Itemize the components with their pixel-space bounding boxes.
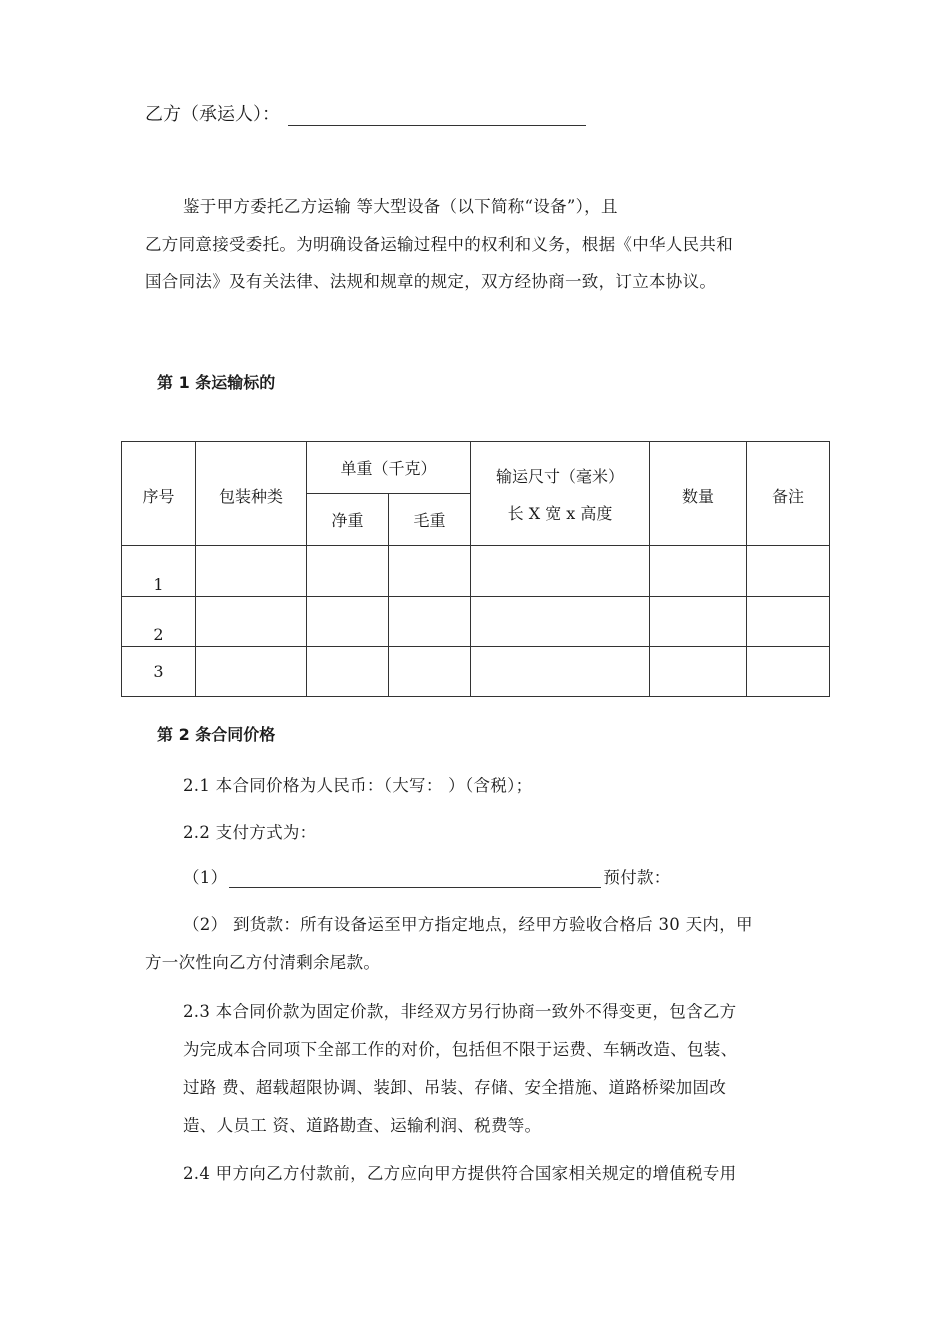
table-cell — [389, 597, 471, 647]
header-net-weight: 净重 — [307, 494, 389, 546]
header-package-type: 包装种类 — [196, 442, 307, 546]
intro-line-1: 鉴于甲方委托乙方运输 等大型设备（以下简称“设备”），且 — [183, 197, 618, 216]
payment-item-2-line1: （2） 到货款：所有设备运至甲方指定地点，经甲方验收合格后 30 天内，甲 — [183, 915, 753, 934]
article-2-title: 第 2 条合同价格 — [157, 725, 276, 744]
intro-line-3: 国合同法》及有关法律、法规和规章的规定，双方经协商一致，订立本协议。 — [145, 272, 717, 291]
header-unit-weight: 单重（千克） — [307, 442, 471, 494]
header-quantity: 数量 — [650, 442, 747, 546]
goods-table — [121, 441, 830, 697]
table-cell — [747, 546, 830, 597]
table-cell — [196, 647, 307, 697]
table-cell — [307, 546, 389, 597]
table-cell — [389, 546, 471, 597]
table-cell — [389, 647, 471, 697]
table-cell — [650, 647, 747, 697]
row-seq: 3 — [122, 647, 196, 697]
header-dimensions-line2: 长 X 宽 x 高度 — [507, 503, 613, 523]
table-cell — [196, 546, 307, 597]
table-cell — [471, 647, 650, 697]
header-seq: 序号 — [122, 442, 196, 546]
clause-2-2: 2.2 支付方式为： — [183, 823, 317, 842]
clause-2-3-line2: 为完成本合同项下全部工作的对价，包括但不限于运费、车辆改造、包装、 — [183, 1040, 738, 1059]
clause-2-3-line1: 2.3 本合同价款为固定价款，非经双方另行协商一致外不得变更，包含乙方 — [183, 1002, 737, 1021]
clause-2-3-line3: 过路 费、超载超限协调、装卸、吊装、存储、安全措施、道路桥梁加固改 — [183, 1078, 727, 1097]
table-row — [122, 647, 830, 697]
clause-2-3-line4: 造、人员工 资、道路勘查、运输利润、税费等。 — [183, 1116, 542, 1135]
table-cell — [307, 647, 389, 697]
table-cell — [747, 647, 830, 697]
article-1-title: 第 1 条运输标的 — [157, 373, 276, 392]
table-cell — [650, 546, 747, 597]
table-cell — [471, 597, 650, 647]
table-cell — [471, 546, 650, 597]
header-remark: 备注 — [747, 442, 830, 546]
payment-item-2-line2: 方一次性向乙方付清剩余尾款。 — [145, 953, 381, 972]
payment-item-1-blank — [229, 869, 601, 888]
party-b-label: 乙方（承运人）： — [145, 104, 280, 125]
payment-item-1 — [183, 864, 671, 888]
table-cell — [196, 597, 307, 647]
party-b-blank — [288, 105, 586, 126]
clause-2-4-line1: 2.4 甲方向乙方付款前，乙方应向甲方提供符合国家相关规定的增值税专用 — [183, 1164, 737, 1183]
party-b-line — [145, 100, 586, 126]
table-row — [122, 597, 830, 647]
table-row — [122, 546, 830, 597]
clause-2-1: 2.1 本合同价格为人民币：（大写： ）（含税）； — [183, 776, 533, 795]
row-seq: 2 — [122, 597, 196, 647]
table-cell — [747, 597, 830, 647]
table-cell — [307, 597, 389, 647]
header-gross-weight: 毛重 — [389, 494, 471, 546]
header-dimensions — [471, 442, 650, 546]
row-seq: 1 — [122, 546, 196, 597]
table-cell — [650, 597, 747, 647]
payment-item-1-prefix: （1） — [183, 868, 228, 887]
header-dimensions-line1: 输运尺寸（毫米） — [496, 466, 625, 486]
intro-line-2: 乙方同意接受委托。为明确设备运输过程中的权利和义务，根据《中华人民共和 — [145, 235, 733, 254]
payment-item-1-suffix: 预付款： — [603, 868, 671, 887]
